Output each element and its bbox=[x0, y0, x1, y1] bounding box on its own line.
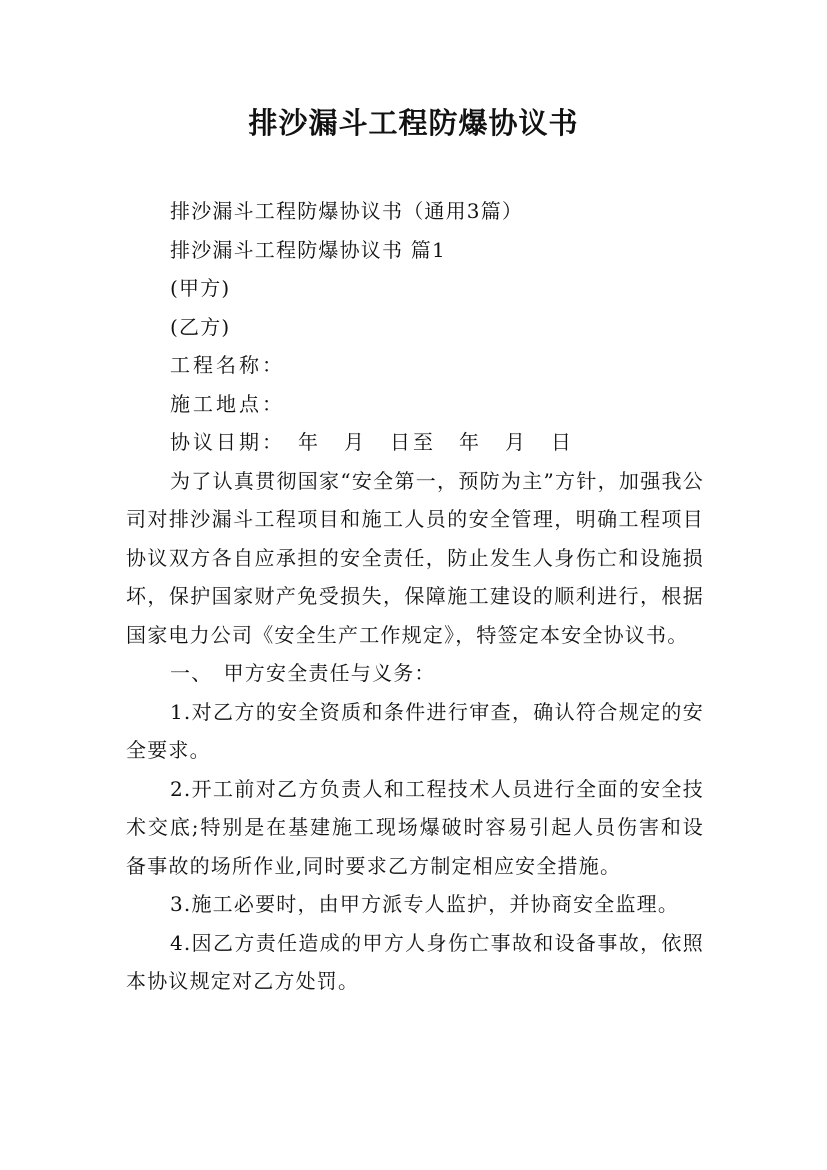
document-body bbox=[126, 192, 704, 1001]
party-b-line: (乙方) bbox=[170, 314, 231, 339]
item-1: 1.对乙方的安全资质和条件进行审查，确认符合规定的安全要求。 bbox=[126, 699, 704, 762]
document-subtitle: 排沙漏斗工程防爆协议书（通用3篇） bbox=[170, 199, 524, 223]
site-line: 施工地点： bbox=[170, 391, 285, 416]
party-a-line: (甲方) bbox=[170, 276, 231, 300]
item-2: 2.开工前对乙方负责人和工程技术人员进行全面的安全技术交底;特别是在基建施工现场爆破时容易引起人员伤害和设备事故的场所作业,同时要求乙方制定相应安全措施。 bbox=[126, 776, 704, 878]
date-line: 协议日期： 年 月 日至 年 月 日 bbox=[170, 430, 574, 454]
item-4: 4.因乙方责任造成的甲方人身伤亡事故和设备事故，依照本协议规定对乙方处罚。 bbox=[126, 930, 704, 993]
document-title: 排沙漏斗工程防爆协议书 bbox=[248, 106, 579, 140]
intro-paragraph: 为了认真贯彻国家“安全第一，预防为主”方针，加强我公司对排沙漏斗工程项目和施工人员的安全管理，明确工程项目协议双方各自应承担的安全责任，防止发生人身伤亡和设施损坏，保护国家财产免受损失，保障施工建设的顺利进行，根据国家电力公司《安全生产工作规定》，特签定本安全协议书。 bbox=[126, 468, 704, 647]
item-3: 3.施工必要时，由甲方派专人监护，并协商安全监理。 bbox=[170, 892, 680, 916]
article-heading: 一、 甲方安全责任与义务： bbox=[170, 661, 436, 685]
section-heading: 排沙漏斗工程防爆协议书 篇1 bbox=[170, 237, 446, 262]
project-name-line: 工程名称： bbox=[170, 353, 285, 377]
